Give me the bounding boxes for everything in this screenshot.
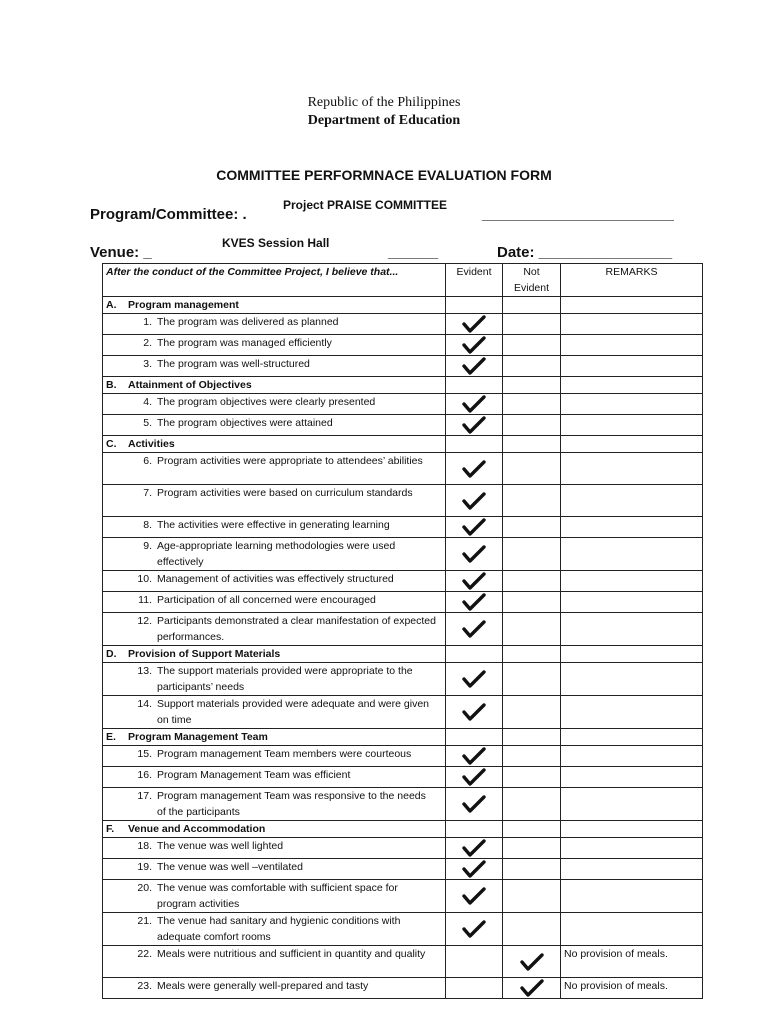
table-row bbox=[103, 788, 703, 821]
table-header-row bbox=[103, 264, 703, 297]
section-row bbox=[103, 377, 703, 394]
table-row bbox=[103, 517, 703, 538]
criterion-cell bbox=[103, 859, 446, 880]
criterion-number: 21. bbox=[137, 915, 152, 927]
not-evident-cell[interactable] bbox=[503, 696, 561, 729]
remarks-cell bbox=[561, 592, 703, 613]
criterion-number: 8. bbox=[143, 519, 152, 531]
table-row bbox=[103, 696, 703, 729]
table-row bbox=[103, 485, 703, 517]
remarks-cell bbox=[561, 767, 703, 788]
section-row bbox=[103, 646, 703, 663]
table-row bbox=[103, 663, 703, 696]
venue-blank: ______ bbox=[388, 244, 439, 261]
check-mark-icon bbox=[461, 491, 487, 511]
program-committee-value: Project PRAISE COMMITTEE bbox=[283, 198, 448, 212]
table-row bbox=[103, 394, 703, 415]
criterion-text: The support materials provided were appropriate to the participants’ needs bbox=[157, 665, 413, 693]
criterion-cell bbox=[103, 746, 446, 767]
evident-cell[interactable] bbox=[446, 767, 503, 788]
table-row bbox=[103, 946, 703, 978]
empty-cell bbox=[503, 297, 561, 314]
table-row bbox=[103, 978, 703, 999]
criterion-cell bbox=[103, 517, 446, 538]
remarks-cell bbox=[561, 356, 703, 377]
empty-cell bbox=[503, 377, 561, 394]
criterion-cell bbox=[103, 696, 446, 729]
check-mark-icon bbox=[519, 952, 545, 972]
section-letter: D. bbox=[106, 648, 117, 660]
check-mark-icon bbox=[461, 619, 487, 639]
evident-cell[interactable] bbox=[446, 838, 503, 859]
not-evident-cell[interactable] bbox=[503, 859, 561, 880]
not-evident-cell[interactable] bbox=[503, 767, 561, 788]
table-row bbox=[103, 314, 703, 335]
evident-cell[interactable] bbox=[446, 913, 503, 946]
empty-cell bbox=[446, 729, 503, 746]
criterion-number: 15. bbox=[137, 748, 152, 760]
criterion-number: 3. bbox=[143, 358, 152, 370]
criterion-cell bbox=[103, 453, 446, 485]
section-title: Activities bbox=[128, 438, 175, 450]
table-row bbox=[103, 767, 703, 788]
criterion-number: 20. bbox=[137, 882, 152, 894]
empty-cell bbox=[561, 377, 703, 394]
evident-cell[interactable] bbox=[446, 978, 503, 999]
criterion-text: Program management Team members were courteous bbox=[157, 748, 412, 760]
table-row bbox=[103, 538, 703, 571]
section-title: Provision of Support Materials bbox=[128, 648, 281, 660]
venue-value: KVES Session Hall bbox=[222, 236, 330, 250]
criterion-number: 22. bbox=[137, 948, 152, 960]
not-evident-column-header: Not Evident bbox=[503, 264, 561, 297]
table-row bbox=[103, 415, 703, 436]
remarks-cell bbox=[561, 913, 703, 946]
check-mark-icon bbox=[461, 767, 487, 787]
table-intro: After the conduct of the Committee Project, I believe that... bbox=[103, 264, 446, 297]
table-row bbox=[103, 335, 703, 356]
empty-cell bbox=[561, 436, 703, 453]
remarks-cell bbox=[561, 696, 703, 729]
table-row bbox=[103, 592, 703, 613]
criterion-cell bbox=[103, 538, 446, 571]
venue-label: Venue: _ bbox=[90, 244, 152, 261]
not-evident-cell[interactable] bbox=[503, 663, 561, 696]
check-mark-icon bbox=[461, 746, 487, 766]
check-mark-icon bbox=[461, 886, 487, 906]
evident-cell[interactable] bbox=[446, 788, 503, 821]
table-row bbox=[103, 453, 703, 485]
table-row bbox=[103, 356, 703, 377]
criterion-text: The program objectives were clearly presented bbox=[157, 396, 376, 408]
check-mark-icon bbox=[461, 571, 487, 591]
criterion-number: 16. bbox=[137, 769, 152, 781]
criterion-number: 9. bbox=[143, 540, 152, 552]
criterion-text: The program was delivered as planned bbox=[157, 316, 339, 328]
remarks-cell bbox=[561, 613, 703, 646]
evaluation-table bbox=[102, 263, 703, 999]
criterion-cell bbox=[103, 415, 446, 436]
remarks-cell bbox=[561, 571, 703, 592]
remarks-cell bbox=[561, 746, 703, 767]
criterion-cell bbox=[103, 613, 446, 646]
empty-cell bbox=[561, 297, 703, 314]
criterion-text: The venue was comfortable with sufficient space for program activities bbox=[157, 882, 398, 910]
criterion-text: Program activities were based on curriculum standards bbox=[157, 487, 413, 499]
criterion-cell bbox=[103, 592, 446, 613]
empty-cell bbox=[446, 297, 503, 314]
not-evident-cell[interactable] bbox=[503, 415, 561, 436]
empty-cell bbox=[561, 821, 703, 838]
table-row bbox=[103, 913, 703, 946]
criterion-cell bbox=[103, 880, 446, 913]
not-evident-cell[interactable] bbox=[503, 314, 561, 335]
remarks-cell bbox=[561, 485, 703, 517]
criterion-cell bbox=[103, 356, 446, 377]
section-label bbox=[103, 729, 446, 746]
table-row bbox=[103, 880, 703, 913]
criterion-cell bbox=[103, 571, 446, 592]
check-mark-icon bbox=[461, 544, 487, 564]
criterion-text: The program was well-structured bbox=[157, 358, 310, 370]
criterion-text: Age-appropriate learning methodologies were used effectively bbox=[157, 540, 396, 568]
criterion-number: 12. bbox=[137, 615, 152, 627]
republic-heading: Republic of the Philippines bbox=[307, 95, 461, 110]
not-evident-cell[interactable] bbox=[503, 394, 561, 415]
criterion-text: Participants demonstrated a clear manifestation of expected performances. bbox=[157, 615, 436, 643]
criterion-text: Support materials provided were adequate and were given on time bbox=[157, 698, 430, 726]
not-evident-cell[interactable] bbox=[503, 538, 561, 571]
criterion-text: Program activities were appropriate to attendees’ abilities bbox=[157, 455, 423, 467]
evident-cell[interactable] bbox=[446, 538, 503, 571]
section-label bbox=[103, 436, 446, 453]
evident-cell[interactable] bbox=[446, 592, 503, 613]
criterion-cell bbox=[103, 335, 446, 356]
evident-cell[interactable] bbox=[446, 946, 503, 978]
remarks-cell bbox=[561, 415, 703, 436]
check-mark-icon bbox=[461, 838, 487, 858]
check-mark-icon bbox=[461, 919, 487, 939]
section-row bbox=[103, 436, 703, 453]
remarks-cell bbox=[561, 335, 703, 356]
table-row bbox=[103, 571, 703, 592]
criterion-cell bbox=[103, 314, 446, 335]
not-evident-cell[interactable] bbox=[503, 592, 561, 613]
date-label: Date: ________________ bbox=[497, 244, 673, 261]
criterion-number: 18. bbox=[137, 840, 152, 852]
criterion-text: Meals were nutritious and sufficient in quantity and quality bbox=[157, 948, 426, 960]
evident-cell[interactable] bbox=[446, 859, 503, 880]
section-title: Attainment of Objectives bbox=[128, 379, 252, 391]
empty-cell bbox=[503, 646, 561, 663]
remarks-cell bbox=[561, 838, 703, 859]
evident-cell[interactable] bbox=[446, 696, 503, 729]
criterion-number: 6. bbox=[143, 455, 152, 467]
remarks-column-header: REMARKS bbox=[561, 264, 703, 297]
check-mark-icon bbox=[461, 592, 487, 612]
criterion-text: The venue had sanitary and hygienic conditions with adequate comfort rooms bbox=[157, 915, 401, 943]
remarks-cell bbox=[561, 517, 703, 538]
check-mark-icon bbox=[461, 794, 487, 814]
remarks-cell bbox=[561, 788, 703, 821]
check-mark-icon bbox=[461, 356, 487, 376]
remarks-cell bbox=[561, 538, 703, 571]
criterion-text: The venue was well lighted bbox=[157, 840, 284, 852]
empty-cell bbox=[561, 729, 703, 746]
remarks-cell bbox=[561, 663, 703, 696]
section-row bbox=[103, 821, 703, 838]
not-evident-cell[interactable] bbox=[503, 838, 561, 859]
remarks-cell bbox=[561, 453, 703, 485]
evident-column-header: Evident bbox=[446, 264, 503, 297]
criterion-cell bbox=[103, 663, 446, 696]
criterion-cell bbox=[103, 946, 446, 978]
section-letter: F. bbox=[106, 823, 115, 835]
section-title: Venue and Accommodation bbox=[128, 823, 266, 835]
criterion-cell bbox=[103, 767, 446, 788]
criterion-cell bbox=[103, 788, 446, 821]
criterion-number: 17. bbox=[137, 790, 152, 802]
evident-cell[interactable] bbox=[446, 571, 503, 592]
evident-cell[interactable] bbox=[446, 880, 503, 913]
criterion-number: 7. bbox=[143, 487, 152, 499]
evident-cell[interactable] bbox=[446, 517, 503, 538]
evident-cell[interactable] bbox=[446, 613, 503, 646]
criterion-number: 10. bbox=[137, 573, 152, 585]
criterion-text: Program management Team was responsive to the needs of the participants bbox=[157, 790, 426, 818]
table-row bbox=[103, 838, 703, 859]
remarks-cell: No provision of meals. bbox=[561, 978, 703, 999]
section-label bbox=[103, 377, 446, 394]
program-committee-label: Program/Committee: . bbox=[90, 206, 247, 223]
section-letter: B. bbox=[106, 379, 117, 391]
criterion-cell bbox=[103, 978, 446, 999]
evident-cell[interactable] bbox=[446, 453, 503, 485]
not-evident-cell[interactable] bbox=[503, 913, 561, 946]
criterion-text: Management of activities was effectively structured bbox=[157, 573, 394, 585]
criterion-cell bbox=[103, 838, 446, 859]
not-evident-cell[interactable] bbox=[503, 746, 561, 767]
evident-cell[interactable] bbox=[446, 314, 503, 335]
not-evident-cell[interactable] bbox=[503, 485, 561, 517]
not-evident-cell[interactable] bbox=[503, 978, 561, 999]
empty-cell bbox=[561, 646, 703, 663]
criterion-number: 13. bbox=[137, 665, 152, 677]
evident-cell[interactable] bbox=[446, 485, 503, 517]
check-mark-icon bbox=[461, 394, 487, 414]
empty-cell bbox=[503, 436, 561, 453]
not-evident-cell[interactable] bbox=[503, 880, 561, 913]
evident-cell[interactable] bbox=[446, 335, 503, 356]
evident-cell[interactable] bbox=[446, 746, 503, 767]
evident-cell[interactable] bbox=[446, 394, 503, 415]
empty-cell bbox=[446, 377, 503, 394]
not-evident-cell[interactable] bbox=[503, 335, 561, 356]
department-heading: Department of Education bbox=[307, 113, 461, 128]
check-mark-icon bbox=[461, 314, 487, 334]
check-mark-icon bbox=[461, 702, 487, 722]
criterion-number: 19. bbox=[137, 861, 152, 873]
remarks-cell bbox=[561, 394, 703, 415]
criterion-cell bbox=[103, 913, 446, 946]
check-mark-icon bbox=[461, 335, 487, 355]
section-letter: E. bbox=[106, 731, 116, 743]
section-row bbox=[103, 729, 703, 746]
not-evident-cell[interactable] bbox=[503, 613, 561, 646]
criterion-text: The venue was well –ventilated bbox=[157, 861, 303, 873]
section-label bbox=[103, 297, 446, 314]
empty-cell bbox=[503, 729, 561, 746]
criterion-number: 5. bbox=[143, 417, 152, 429]
criterion-text: Participation of all concerned were encouraged bbox=[157, 594, 376, 606]
table-row bbox=[103, 859, 703, 880]
criterion-text: The program objectives were attained bbox=[157, 417, 333, 429]
section-letter: C. bbox=[106, 438, 117, 450]
criterion-text: The program was managed efficiently bbox=[157, 337, 332, 349]
not-evident-cell[interactable] bbox=[503, 946, 561, 978]
empty-cell bbox=[446, 821, 503, 838]
remarks-cell bbox=[561, 880, 703, 913]
not-evident-cell[interactable] bbox=[503, 517, 561, 538]
evident-cell[interactable] bbox=[446, 356, 503, 377]
criterion-number: 14. bbox=[137, 698, 152, 710]
criterion-number: 11. bbox=[138, 594, 152, 606]
check-mark-icon bbox=[519, 978, 545, 998]
check-mark-icon bbox=[461, 669, 487, 689]
check-mark-icon bbox=[461, 459, 487, 479]
program-committee-blank: _______________________ bbox=[482, 206, 674, 223]
section-row bbox=[103, 297, 703, 314]
section-label bbox=[103, 646, 446, 663]
criterion-cell bbox=[103, 394, 446, 415]
section-title: Program Management Team bbox=[128, 731, 268, 743]
remarks-cell bbox=[561, 314, 703, 335]
remarks-cell bbox=[561, 859, 703, 880]
criterion-number: 2. bbox=[143, 337, 152, 349]
evident-cell[interactable] bbox=[446, 415, 503, 436]
criterion-number: 1. bbox=[143, 316, 152, 328]
section-title: Program management bbox=[128, 299, 239, 311]
check-mark-icon bbox=[461, 859, 487, 879]
check-mark-icon bbox=[461, 415, 487, 435]
criterion-number: 4. bbox=[143, 396, 152, 408]
criterion-text: Program Management Team was efficient bbox=[157, 769, 351, 781]
empty-cell bbox=[446, 436, 503, 453]
criterion-text: The activities were effective in generating learning bbox=[157, 519, 390, 531]
section-letter: A. bbox=[106, 299, 117, 311]
evident-cell[interactable] bbox=[446, 663, 503, 696]
table-row bbox=[103, 746, 703, 767]
criterion-text: Meals were generally well-prepared and tasty bbox=[157, 980, 369, 992]
remarks-cell: No provision of meals. bbox=[561, 946, 703, 978]
criterion-cell bbox=[103, 485, 446, 517]
table-row bbox=[103, 613, 703, 646]
not-evident-cell[interactable] bbox=[503, 571, 561, 592]
check-mark-icon bbox=[461, 517, 487, 537]
section-label bbox=[103, 821, 446, 838]
not-evident-cell[interactable] bbox=[503, 788, 561, 821]
not-evident-cell[interactable] bbox=[503, 356, 561, 377]
criterion-number: 23. bbox=[137, 980, 152, 992]
form-title: COMMITTEE PERFORMNACE EVALUATION FORM bbox=[216, 167, 552, 183]
not-evident-cell[interactable] bbox=[503, 453, 561, 485]
empty-cell bbox=[503, 821, 561, 838]
empty-cell bbox=[446, 646, 503, 663]
